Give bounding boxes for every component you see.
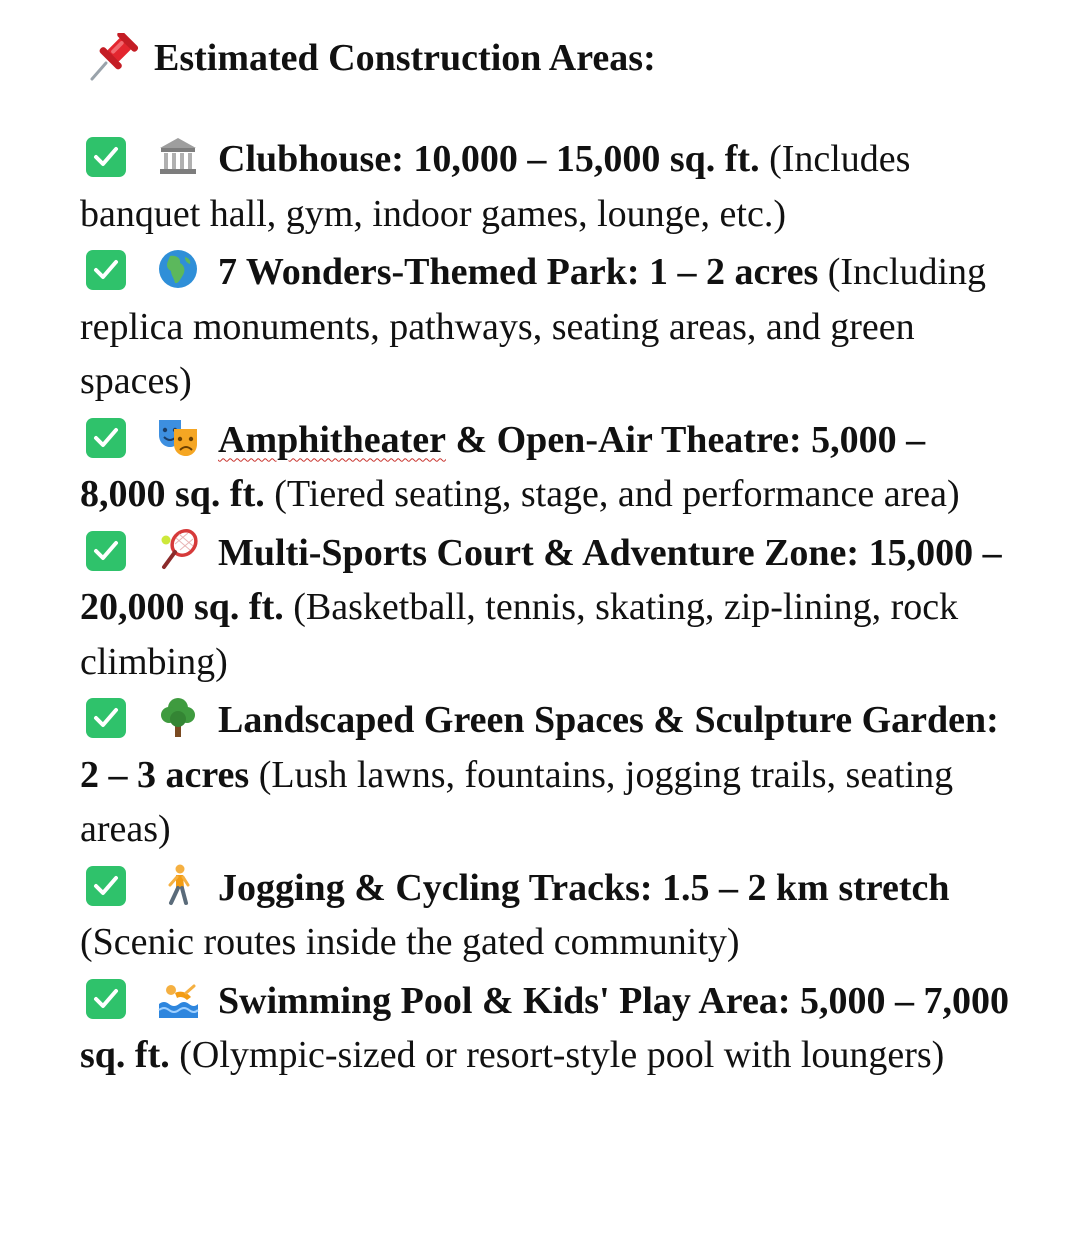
item-title: Clubhouse: 10,000 – 15,000 sq. ft. [218,138,760,180]
item-detail: (Including replica monuments, pathways, seating areas, and green spaces) [80,251,987,402]
check-mark-icon [86,531,126,571]
tennis-racket-icon [156,528,200,572]
section-heading [80,28,1020,88]
check-mark-icon [86,418,126,458]
list-item [80,861,1020,970]
performing-arts-masks-icon [156,415,200,459]
item-title: 7 Wonders-Themed Park: 1 – 2 acres [218,251,819,293]
item-detail: (Olympic-sized or resort-style pool with loungers) [179,1034,945,1076]
list-item [80,974,1020,1083]
check-mark-icon [86,979,126,1019]
deciduous-tree-icon [156,695,200,739]
list-item [80,132,1020,241]
check-mark-icon [86,137,126,177]
person-walking-icon [156,863,200,907]
classical-building-icon [156,134,200,178]
item-detail: (Includes banquet hall, gym, indoor games, lounge, etc.) [80,138,911,235]
item-title: Jogging & Cycling Tracks: 1.5 – 2 km stretch [218,866,950,909]
check-mark-icon [86,698,126,738]
person-swimming-icon [156,976,200,1020]
item-title: Landscaped Green Spaces & Sculpture Garden: 2 – 3 acres [80,699,999,796]
pushpin-icon [84,33,140,83]
check-mark-icon [86,866,126,906]
item-detail: (Scenic routes inside the gated community) [80,921,740,963]
item-detail: (Tiered seating, stage, and performance area) [274,473,960,515]
list-item [80,526,1020,690]
item-detail: (Lush lawns, fountains, jogging trails, seating areas) [80,753,954,850]
globe-africa-europe-icon [156,247,200,291]
document-body [80,28,1020,1087]
item-detail: (Basketball, tennis, skating, zip-lining, rock climbing) [80,586,959,683]
item-title: & Open-Air Theatre: 5,000 – 8,000 sq. ft. [80,418,926,515]
check-mark-icon [86,250,126,290]
list-item [80,245,1020,409]
item-title-underlined: Amphitheater [218,418,446,461]
item-title: Multi-Sports Court & Adventure Zone: 15,000 – 20,000 sq. ft. [80,531,1002,628]
heading-text: Estimated Construction Areas: [154,37,656,79]
list-item [80,693,1020,857]
item-title: Swimming Pool & Kids' Play Area: 5,000 – 7,000 sq. ft. [80,979,1009,1076]
list-item [80,413,1020,522]
